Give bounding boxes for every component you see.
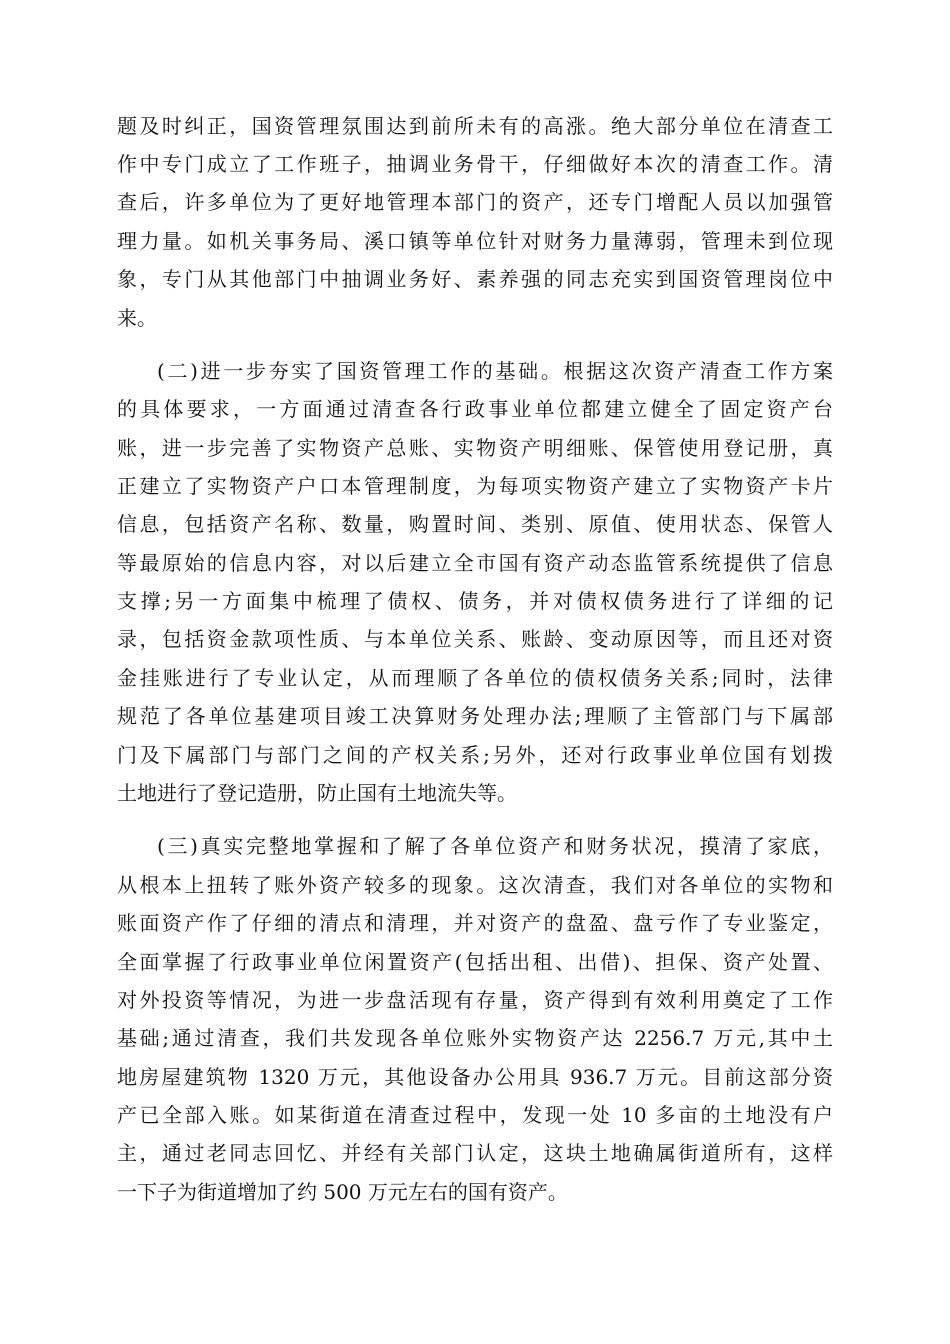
text-line: 来。 (117, 306, 157, 330)
text-line: 正建立了实物资产户口本管理制度，为每项实物资产建立了实物资产卡片 (117, 474, 833, 498)
text-line: 作中专门成立了工作班子，抽调业务骨干，仔细做好本次的清查工作。清 (117, 152, 833, 176)
text-line: 信息，包括资产名称、数量，购置时间、类别、原值、使用状态、保管人 (117, 512, 833, 536)
text-line: 从根本上扭转了账外资产较多的现象。这次清查，我们对各单位的实物和 (117, 873, 833, 897)
text-line: 主，通过老同志回忆、并经有关部门认定，这块土地确属街道所有，这样 (117, 1141, 833, 1165)
text-line: (三)真实完整地掌握和了解了各单位资产和财务状况，摸清了家底， (157, 834, 833, 858)
text-line: 对外投资等情况，为进一步盘活现有存量，资产得到有效利用奠定了工作 (117, 988, 833, 1012)
text-line: 规范了各单位基建项目竣工决算财务处理办法;理顺了主管部门与下属部 (117, 704, 833, 728)
text-line: 查后，许多单位为了更好地管理本部门的资产，还专门增配人员以加强管 (117, 190, 833, 214)
text-line: 题及时纠正，国资管理氛围达到前所未有的高涨。绝大部分单位在清查工 (117, 114, 833, 138)
text-line: 基础;通过清查，我们共发现各单位账外实物资产达 2256.7 万元,其中土 (117, 1026, 833, 1050)
text-line: 一下子为街道增加了约 500 万元左右的国有资产。 (117, 1180, 568, 1204)
text-line: 金挂账进行了专业认定，从而理顺了各单位的债权债务关系;同时，法律 (117, 666, 833, 690)
text-line: 账面资产作了仔细的清点和清理，并对资产的盘盈、盘亏作了专业鉴定， (117, 911, 833, 935)
text-line: 录，包括资金款项性质、与本单位关系、账龄、变动原因等，而且还对资 (117, 627, 833, 651)
text-line: (二)进一步夯实了国资管理工作的基础。根据这次资产清查工作方案 (157, 359, 833, 383)
text-line: 账，进一步完善了实物资产总账、实物资产明细账、保管使用登记册，真 (117, 436, 833, 460)
text-line: 理力量。如机关事务局、溪口镇等单位针对财务力量薄弱，管理未到位现 (117, 229, 833, 253)
text-line: 土地进行了登记造册，防止国有土地流失等。 (117, 781, 517, 805)
text-line: 的具体要求，一方面通过清查各行政事业单位都建立健全了固定资产台 (117, 397, 833, 421)
text-line: 门及下属部门与部门之间的产权关系;另外，还对行政事业单位国有划拨 (117, 743, 833, 767)
text-line: 产已全部入账。如某街道在清查过程中，发现一处 10 多亩的土地没有户 (117, 1103, 833, 1127)
text-line: 全面掌握了行政事业单位闲置资产(包括出租、出借)、担保、资产处置、 (117, 950, 833, 974)
text-line: 地房屋建筑物 1320 万元，其他设备办公用具 936.7 万元。目前这部分资 (117, 1065, 833, 1089)
text-line: 等最原始的信息内容，对以后建立全市国有资产动态监管系统提供了信息 (117, 551, 833, 575)
text-line: 象，专门从其他部门中抽调业务好、素养强的同志充实到国资管理岗位中 (117, 267, 833, 291)
text-line: 支撑;另一方面集中梳理了债权、债务，并对债权债务进行了详细的记 (117, 589, 833, 613)
